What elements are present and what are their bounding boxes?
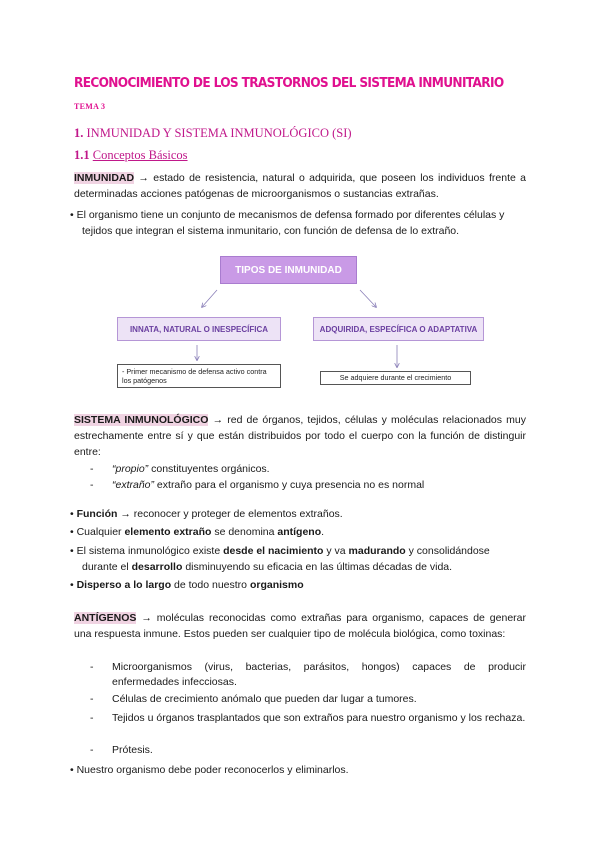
bullet-reconocer: • Nuestro organismo debe poder reconocerlos y eliminarlos.	[70, 764, 349, 776]
subsection-title: Conceptos Básicos	[92, 148, 188, 162]
tema-label: TEMA 3	[74, 102, 106, 111]
sistema-item-extrano	[90, 478, 526, 493]
adquirida-note: Se adquiere durante el crecimiento	[320, 371, 471, 385]
extrano-text: extraño para el organismo y cuya presencia no es normal	[154, 479, 425, 491]
innata-note: - Primer mecanismo de defensa activo contra los patógenos	[117, 364, 281, 388]
propio-text: constituyentes orgánicos.	[148, 463, 270, 475]
section-title: INMUNIDAD Y SISTEMA INMUNOLÓGICO (SI)	[86, 126, 352, 140]
bullet-nacimiento: • El sistema inmunológico existe desde el nacimiento y va madurando y consolidándose durante el desarrollo disminuyendo su eficacia en las últimas décadas de vida.	[70, 545, 490, 573]
inmunidad-term: INMUNIDAD	[74, 172, 135, 184]
bullet-mecanismos-text: • El organismo tiene un conjunto de mecanismos de defensa formado por diferentes células y tejidos que integran el sistema inmunitario, con función de defensa de lo extraño.	[70, 209, 505, 237]
sistema-item-propio	[90, 462, 526, 477]
sistema-term: SISTEMA INMUNOLÓGICO	[74, 414, 209, 426]
bullet-funcion: • Función → reconocer y proteger de elementos extraños.	[70, 508, 343, 520]
inmunidad-text: → estado de resistencia, natural o adquirida, que poseen los individuos frente a determinadas acciones patógenas de microorganismos o sustancias extrañas.	[74, 172, 526, 200]
tipos-inmunidad-box: TIPOS DE INMUNIDAD	[220, 256, 357, 284]
antigenos-term: ANTÍGENOS	[74, 612, 137, 624]
extrano-term: “extraño”	[112, 479, 155, 491]
antigenos-definition	[74, 610, 526, 642]
bullet-disperso: • Disperso a lo largo de todo nuestro organismo	[70, 579, 304, 591]
antigeno-item: - Microorganismos (virus, bacterias, parásitos, hongos) capaces de producir enfermedades infecciosas.	[90, 661, 526, 688]
arrow-right	[360, 290, 376, 307]
innata-box: INNATA, NATURAL O INESPECÍFICA	[117, 317, 281, 341]
section-number: 1.	[74, 126, 84, 140]
antigeno-item: - Tejidos u órganos trasplantados que son extraños para nuestro organismo y los rechaza.	[90, 712, 526, 724]
sistema-text: → red de órganos, tejidos, células y moléculas relacionados muy estrechamente entre sí y que están distribuidos por todo el cuerpo con la función de distinguir entre:	[74, 414, 526, 458]
dash-marker: -	[90, 463, 94, 475]
dash-marker: -	[90, 479, 94, 491]
subsection-number: 1.1	[74, 148, 90, 162]
adquirida-box: ADQUIRIDA, ESPECÍFICA O ADAPTATIVA	[313, 317, 484, 341]
bullet-antigeno: • Cualquier elemento extraño se denomina antígeno.	[70, 526, 325, 538]
arrow-left	[202, 290, 217, 307]
antigeno-item: - Prótesis.	[90, 744, 153, 756]
propio-term: “propio”	[112, 463, 149, 475]
sistema-definition	[74, 412, 526, 460]
antigeno-item: - Células de crecimiento anómalo que pueden dar lugar a tumores.	[90, 693, 417, 705]
antigenos-text: → moléculas reconocidas como extrañas para organismo, capaces de generar una respuesta inmune. Estos pueden ser cualquier tipo de molécula biológica, como toxinas:	[74, 612, 526, 640]
funcion-term: Función	[76, 508, 118, 520]
document-title: RECONOCIMIENTO DE LOS TRASTORNOS DEL SISTEMA INMUNITARIO	[74, 76, 504, 91]
